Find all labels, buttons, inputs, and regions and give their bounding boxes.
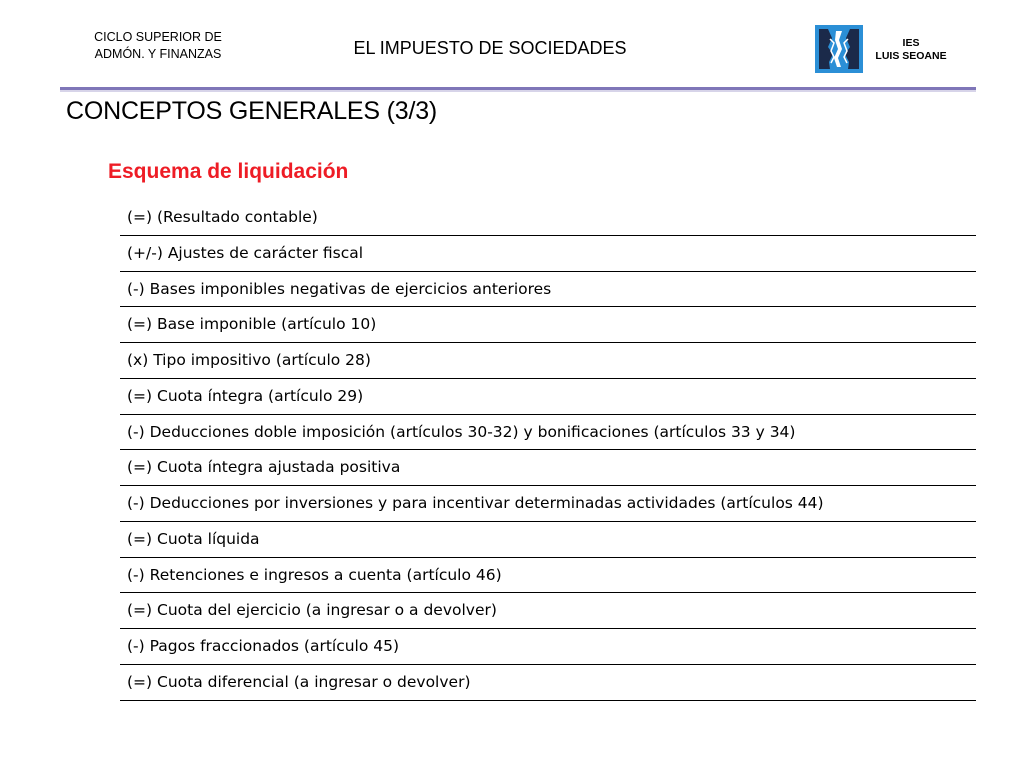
slide-title: CONCEPTOS GENERALES (3/3) (66, 97, 438, 125)
scheme-row: (-) Pagos fraccionados (artículo 45) (120, 629, 976, 665)
scheme-row: (=) Base imponible (artículo 10) (120, 307, 976, 343)
section-title: Esquema de liquidación (108, 160, 349, 183)
scheme-row: (=) Cuota íntegra (artículo 29) (120, 379, 976, 415)
school-name (862, 37, 960, 63)
scheme-row: (=) Cuota líquida (120, 522, 976, 558)
school-name-line-2: LUIS SEOANE (875, 50, 947, 62)
scheme-row: (=) Cuota íntegra ajustada positiva (120, 450, 976, 486)
scheme-row: (-) Deducciones por inversiones y para incentivar determinadas actividades (artículos 44) (120, 486, 976, 522)
course-name-line-2: ADMÓN. Y FINANZAS (94, 47, 222, 61)
scheme-row: (+/-) Ajustes de carácter fiscal (120, 236, 976, 272)
scheme-row: (-) Retenciones e ingresos a cuenta (artículo 46) (120, 558, 976, 594)
scheme-row: (=) (Resultado contable) (120, 200, 976, 236)
scheme-row: (-) Bases imponibles negativas de ejercicios anteriores (120, 272, 976, 308)
scheme-row: (x) Tipo impositivo (artículo 28) (120, 343, 976, 379)
course-name (72, 29, 244, 63)
scheme-row: (-) Deducciones doble imposición (artículos 30-32) y bonificaciones (artículos 33 y 34) (120, 415, 976, 451)
school-name-line-1: IES (902, 37, 920, 49)
ies-luis-seoane-logo-icon (815, 25, 863, 73)
scheme-row: (=) Cuota del ejercicio (a ingresar o a devolver) (120, 593, 976, 629)
header-divider-shadow (60, 90, 976, 92)
course-name-line-1: CICLO SUPERIOR DE (94, 30, 222, 44)
liquidation-scheme (120, 200, 976, 701)
scheme-row: (=) Cuota diferencial (a ingresar o devolver) (120, 665, 976, 701)
header-title: EL IMPUESTO DE SOCIEDADES (353, 38, 627, 58)
